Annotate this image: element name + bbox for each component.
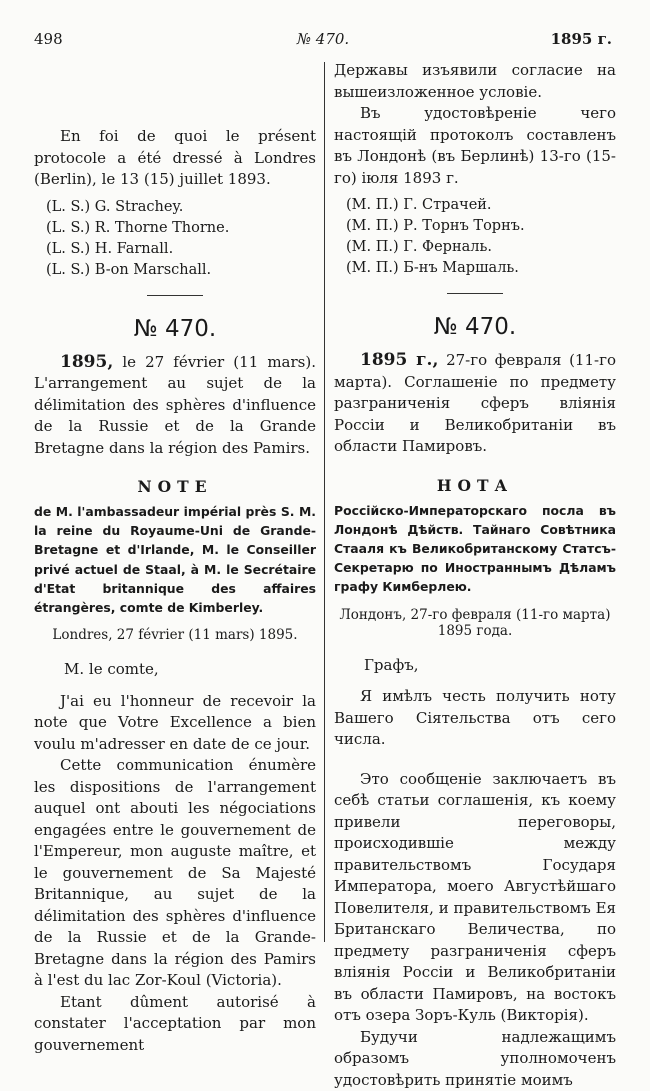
salutation: M. le comte, [64, 660, 159, 679]
note-description: de M. l'ambassadeur impérial près S. M. la reine du Royaume-Uni de Grande-Bretagne et d'Irlande, M. le Conseiller privé actuel de Staal, à M. le Secrétaire d'Etat britannique des affaires étrangères, comte de Kimberley. [34, 504, 316, 616]
signatory: (L. S.) G. Strachey. [46, 198, 184, 215]
paragraph-3: Etant dûment autorisé à constater l'acceptation par mon gouvernement [34, 992, 316, 1054]
signatory: (L. S.) R. Thorne Thorne. [46, 219, 230, 236]
header-document-number: № 470. [296, 30, 350, 48]
signatory: (М. П.) Р. Торнъ Торнъ. [346, 218, 525, 234]
date-line: Лондонъ, 27-го февраля (11-го марта) 1895 года. [339, 606, 611, 639]
summary-date-bold: 1895 г., [360, 350, 439, 370]
document-number-heading: № 470. [133, 315, 217, 342]
summary-text: le 27 février (11 mars). L'arrangement au sujet de la délimitation des sphères d'influence de la Russie et de la Grande Bretagne dans la région des Pamirs. [34, 352, 316, 457]
summary-text: 27-го февраля (11-го марта). Соглашеніе по предмету разграниченія сферъ вліянія Россіи и Великобританіи въ области Памировъ. [334, 351, 616, 455]
document-number-heading: № 470. [433, 314, 517, 340]
section-rule [147, 295, 203, 296]
french-column [34, 60, 316, 1056]
page-header [34, 30, 612, 52]
signatory: (L. S.) B-on Marschall. [46, 261, 212, 278]
signatory: (L. S.) H. Farnall. [46, 240, 174, 257]
signatory: (М. П.) Б-нъ Маршаль. [346, 260, 519, 276]
protocol-closing: Въ удостовѣреніе чего настоящій протоколъ составленъ въ Лондонѣ (въ Берлинѣ) 13-го (15-го) іюля 1893 г. [334, 104, 616, 187]
header-year: 1895 г. [550, 30, 612, 48]
page-number: 498 [34, 30, 63, 48]
signatory: (М. П.) Г. Ферналь. [346, 239, 492, 255]
note-title: NOTE [137, 477, 213, 496]
paragraph-3: Будучи надлежащимъ образомъ уполномоченъ удостовѣрить принятіе моимъ [334, 1027, 616, 1089]
section-rule [447, 293, 503, 294]
column-divider [324, 62, 325, 942]
signatory: (М. П.) Г. Страчей. [346, 197, 492, 213]
russian-column [334, 60, 616, 1091]
document-summary [334, 350, 616, 458]
protocol-closing: En foi de quoi le présent protocole a été dressé à Londres (Berlin), le 13 (15) juillet 1893. [34, 127, 316, 188]
document-summary [34, 352, 316, 460]
date-line: Londres, 27 février (11 mars) 1895. [52, 627, 298, 644]
note-title: НОТА [436, 475, 514, 495]
paragraph-1: J'ai eu l'honneur de recevoir la note que Votre Excellence a bien voulu m'adresser en date de ce jour. [34, 691, 316, 753]
paragraph-2: Это сообщеніе заключаетъ въ себѣ статьи соглашенія, къ коему привели переговоры, происходившіе между правительствомъ Государя Императора, моего Августѣйшаго Повелителя, и правительствомъ Ея Британскаго Величества, по предмету разграниченія сферъ вліянія Россіи и Великобританіи въ области Памировъ, на востокъ отъ озера Зоръ-Куль (Викторія). [334, 769, 616, 1025]
salutation: Графъ, [364, 655, 419, 674]
continuation-text: Державы изъявили согласие на вышеизложенное условіе. [334, 61, 616, 101]
note-description: Россійско-Императорскаго посла въ Лондонѣ Дѣйств. Тайнаго Совѣтника Стааля къ Великобританскому Статсъ-Секретарю по Иностраннымъ Дѣламъ графу Кимберлею. [334, 502, 616, 595]
paragraph-2: Cette communication énumère les dispositions de l'arrangement auquel ont abouti les négociations engagées entre le gouvernement de l'Empereur, mon auguste maître, et le gouvernement de Sa Majesté Britannique, au sujet de la délimitation des sphères d'influence de la Russie et de la Grande-Bretagne dans la région des Pamirs à l'est du lac Zor-Koul (Victoria). [34, 756, 316, 990]
paragraph-1: Я имѣлъ честь получить ноту Вашего Сіятельства отъ сего числа. [334, 687, 616, 749]
summary-date-bold: 1895, [60, 351, 114, 372]
